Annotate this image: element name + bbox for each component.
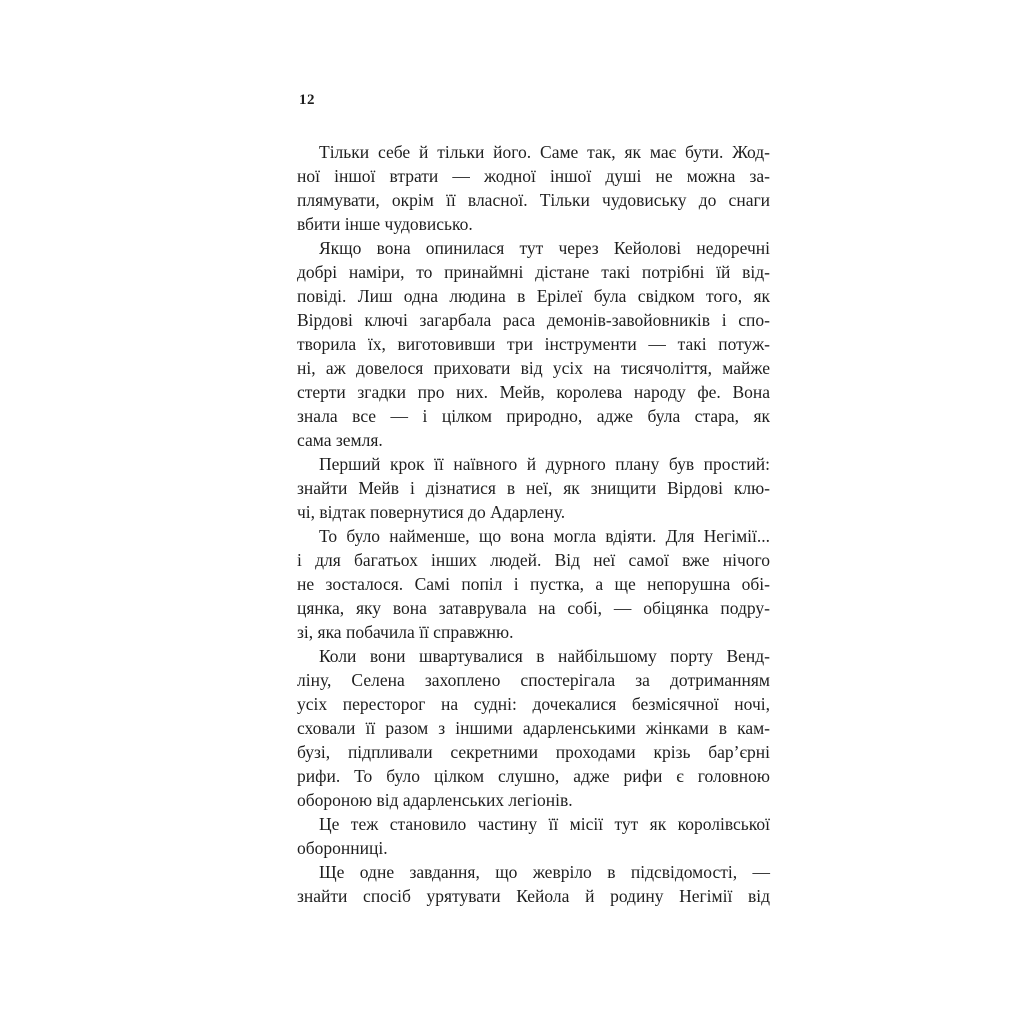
text-line: сама земля. <box>297 430 383 450</box>
text-line: знайти спосіб урятувати Кейола й родину Негімії від <box>297 886 770 906</box>
text-line: усіх пересторог на судні: дочекалися безмісячної ночі, <box>297 694 770 714</box>
text-line: Вірдові ключі загарбала раса демонів-завойовників і спо- <box>297 310 770 330</box>
text-line: Тільки себе й тільки його. Саме так, як має бути. Жод- <box>319 142 770 162</box>
text-line: ної іншої втрати — жодної іншої душі не можна за- <box>297 166 770 186</box>
paragraph <box>297 524 770 644</box>
text-line: не зосталося. Самі попіл і пустка, а ще непорушна обі- <box>297 574 770 594</box>
text-line: Коли вони швартувалися в найбільшому порту Венд- <box>319 646 770 666</box>
text-line: ні, аж довелося приховати від усіх на тисячоліття, майже <box>297 358 770 378</box>
text-line: Ще одне завдання, що жевріло в підсвідомості, — <box>319 862 770 882</box>
text-line: Якщо вона опинилася тут через Кейолові недоречні <box>319 238 770 258</box>
text-line: і для багатьох інших людей. Від неї самої вже нічого <box>297 550 770 570</box>
paragraph <box>297 812 770 860</box>
paragraph <box>297 452 770 524</box>
text-line: повіді. Лиш одна людина в Ерілеї була свідком того, як <box>297 286 770 306</box>
paragraph <box>297 644 770 812</box>
text-line: Перший крок її наївного й дурного плану був простий: <box>319 454 770 474</box>
page-number: 12 <box>299 92 315 108</box>
text-line: стерти згадки про них. Мейв, королева народу фе. Вона <box>297 382 770 402</box>
text-line: рифи. То було цілком слушно, адже рифи є головною <box>297 766 770 786</box>
paragraph <box>297 236 770 452</box>
text-line: оборонниці. <box>297 838 388 858</box>
paragraph <box>297 140 770 236</box>
text-line: бузі, підпливали секретними проходами крізь бар’єрні <box>297 742 770 762</box>
text-line: зі, яка побачила її справжню. <box>297 622 514 642</box>
paragraph <box>297 860 770 908</box>
text-line: вбити інше чудовисько. <box>297 214 473 234</box>
text-line: знала все — і цілком природно, адже була стара, як <box>297 406 770 426</box>
text-line: знайти Мейв і дізнатися в неї, як знищити Вірдові клю- <box>297 478 770 498</box>
text-line: Це теж становило частину її місії тут як королівської <box>319 814 770 834</box>
text-line: плямувати, окрім її власної. Тільки чудовиську до снаги <box>297 190 770 210</box>
text-line: добрі наміри, то принаймні дістане такі потрібні їй від- <box>297 262 770 282</box>
text-line: цянка, яку вона затаврувала на собі, — обіцянка подру- <box>297 598 770 618</box>
text-line: творила їх, виготовивши три інструменти — такі потуж- <box>297 334 770 354</box>
text-line: То було найменше, що вона могла вдіяти. Для Негімії... <box>319 526 770 546</box>
text-line: сховали її разом з іншими адарленськими жінками в кам- <box>297 718 770 738</box>
text-line: обороною від адарленських легіонів. <box>297 790 573 810</box>
page-text <box>297 140 770 908</box>
text-line: чі, відтак повернутися до Адарлену. <box>297 502 566 522</box>
text-line: ліну, Селена захоплено спостерігала за дотриманням <box>297 670 770 690</box>
